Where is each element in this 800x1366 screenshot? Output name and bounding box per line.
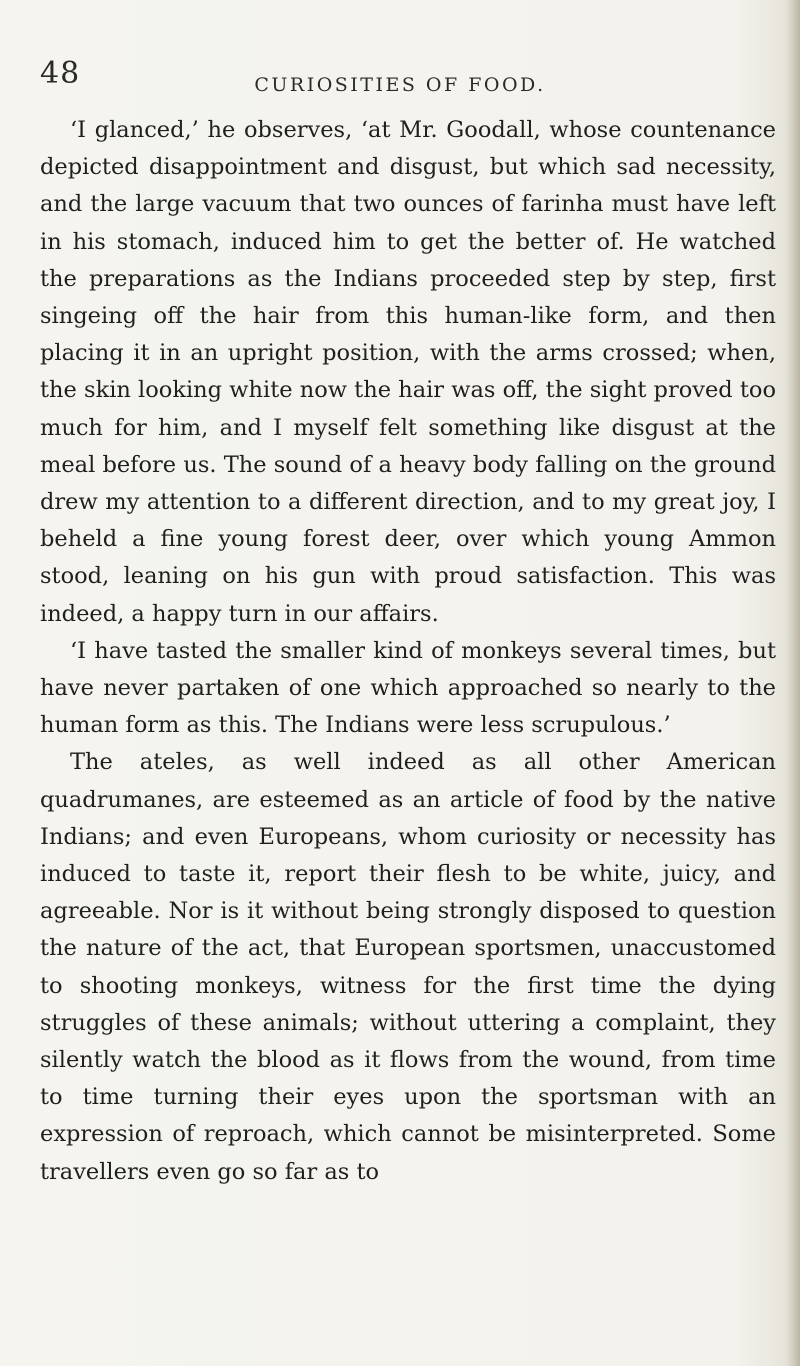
page-header: [40, 56, 760, 96]
page-edge-shadow: [786, 0, 800, 1366]
running-head: CURIOSITIES OF FOOD.: [254, 74, 546, 96]
paragraph-3: The ateles, as well indeed as all other American quadrumanes, are esteemed as an article of food by the native Indians; and even Europeans, whom curiosity or necessity has induced to taste it, report their flesh to be white, juicy, and agreeable. Nor is it without being strongly disposed to question the nature of the act, that European sportsmen, unaccustomed to shooting monkeys, witness for the first time the dying struggles of these animals; without uttering a complaint, they silently watch the blood as it flows from the wound, from time to time turning their eyes upon the sportsman with an expression of reproach, which cannot be misinterpreted. Some travellers even go so far as to: [40, 749, 776, 1185]
body-text: [40, 112, 776, 1191]
paragraph-2: ‘I have tasted the smaller kind of monkeys several times, but have never partaken of one which approached so nearly to the human form as this. The Indians were less scrupulous.’: [40, 637, 776, 739]
page-number: 48: [40, 56, 81, 91]
paragraph-1: ‘I glanced,’ he observes, ‘at Mr. Goodall, whose countenance depicted disappointment and disgust, but which sad necessity, and the large vacuum that two ounces of farinha must have left in his stomach, induced him to get the better of. He watched the preparations as the Indians proceeded step by step, first singeing off the hair from this human-like form, and then placing it in an upright position, with the arms crossed; when, the skin looking white now the hair was off, the sight proved too much for him, and I myself felt something like disgust at the meal before us. The sound of a heavy body falling on the ground drew my attention to a different direction, and to my great joy, I beheld a fine young forest deer, over which young Ammon stood, leaning on his gun with proud satisfaction. This was indeed, a happy turn in our affairs.: [40, 117, 776, 627]
